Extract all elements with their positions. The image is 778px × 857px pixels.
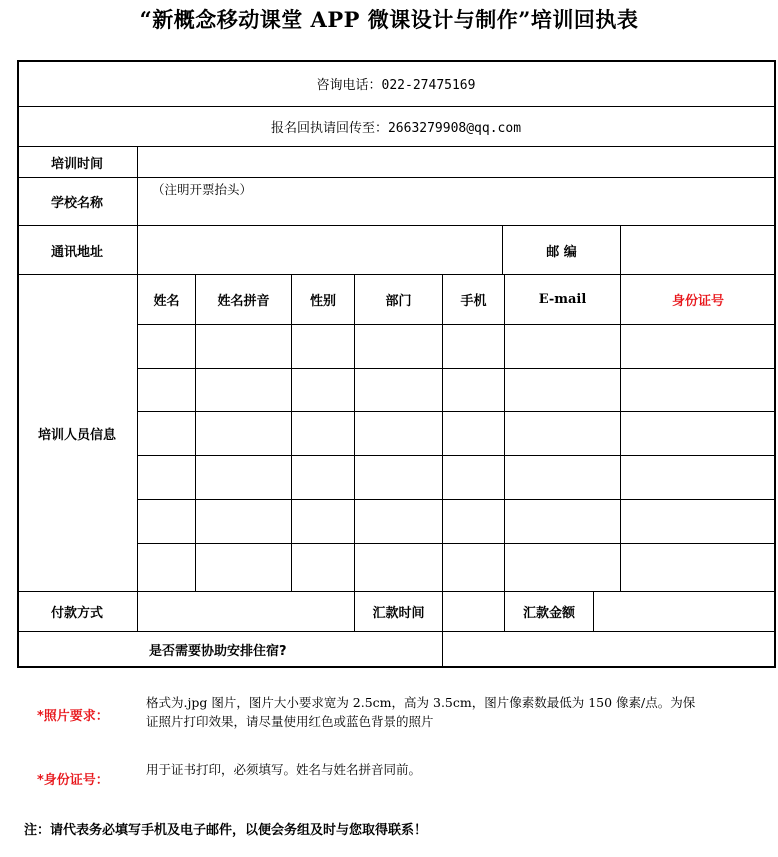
trainee-cell-department[interactable] [355,500,443,544]
lodging-field[interactable] [443,632,776,668]
trainee-cell-mobile[interactable] [443,325,505,369]
photo-requirement-text [146,693,695,731]
col-header-email: E-mail [505,275,621,325]
lodging-label: 是否需要协助安排住宿? [17,632,443,668]
col-header-mobile: 手机 [443,275,505,325]
registration-form [17,60,776,668]
trainee-cell-name[interactable] [138,544,196,592]
trainee-cell-id-number[interactable] [621,325,776,369]
trainee-cell-gender[interactable] [292,369,355,412]
postcode-field[interactable] [621,226,776,275]
postcode-label: 邮 编 [503,226,621,275]
trainee-cell-name[interactable] [138,369,196,412]
trainee-cell-email[interactable] [505,544,621,592]
trainee-cell-mobile[interactable] [443,544,505,592]
trainee-cell-id-number[interactable] [621,500,776,544]
school-hint: （注明开票抬头） [152,182,253,197]
page-title: “新概念移动课堂 APP 微课设计与制作”培训回执表 [139,7,639,32]
col-header-pinyin: 姓名拼音 [196,275,292,325]
trainee-cell-gender[interactable] [292,325,355,369]
trainee-cell-email[interactable] [505,456,621,500]
trainee-cell-department[interactable] [355,544,443,592]
col-header-department: 部门 [355,275,443,325]
trainee-cell-name[interactable] [138,500,196,544]
trainee-cell-name[interactable] [138,456,196,500]
trainee-cell-pinyin[interactable] [196,369,292,412]
address-field[interactable] [138,226,503,275]
trainee-cell-id-number[interactable] [621,456,776,500]
remit-time-label: 汇款时间 [355,592,443,632]
trainee-cell-pinyin[interactable] [196,325,292,369]
payment-method-label: 付款方式 [17,592,138,632]
trainee-cell-name[interactable] [138,412,196,456]
trainee-cell-email[interactable] [505,325,621,369]
training-time-label: 培训时间 [17,147,138,178]
reply-email: 报名回执请回传至：2663279908@qq.com [17,107,776,147]
photo-requirement-line-1: 格式为.jpg 图片，图片大小要求宽为 2.5cm，高为 3.5cm，图片像素数最低为 150 像素/点。为保 [146,695,696,710]
trainee-cell-department[interactable] [355,369,443,412]
col-header-name: 姓名 [138,275,196,325]
trainee-cell-id-number[interactable] [621,412,776,456]
trainee-cell-gender[interactable] [292,544,355,592]
school-name-field[interactable] [138,178,776,226]
trainee-cell-department[interactable] [355,325,443,369]
footer-note: 注：请代表务必填写手机及电子邮件，以便会务组及时与您取得联系！ [24,823,428,838]
training-time-field[interactable] [138,147,776,178]
trainee-cell-gender[interactable] [292,500,355,544]
trainee-cell-email[interactable] [505,500,621,544]
trainee-cell-name[interactable] [138,325,196,369]
payment-method-field[interactable] [138,592,355,632]
trainee-cell-mobile[interactable] [443,456,505,500]
school-name-label: 学校名称 [17,178,138,226]
trainee-cell-gender[interactable] [292,456,355,500]
remit-amount-label: 汇款金额 [505,592,594,632]
trainee-cell-mobile[interactable] [443,412,505,456]
trainee-cell-email[interactable] [505,369,621,412]
trainee-cell-department[interactable] [355,456,443,500]
remit-amount-field[interactable] [594,592,776,632]
trainee-info-label: 培训人员信息 [17,275,138,592]
trainee-cell-id-number[interactable] [621,369,776,412]
consult-phone: 咨询电话：022-27475169 [17,60,776,107]
trainee-cell-email[interactable] [505,412,621,456]
address-label: 通讯地址 [17,226,138,275]
trainee-cell-mobile[interactable] [443,369,505,412]
photo-requirement-line-2: 证照片打印效果，请尽量使用红色或蓝色背景的照片 [146,714,434,729]
id-number-label: *身份证号： [37,773,109,788]
col-header-gender: 性别 [292,275,355,325]
remit-time-field[interactable] [443,592,505,632]
id-number-text: 用于证书打印，必须填写。姓名与姓名拼音同前。 [146,762,422,777]
trainee-cell-pinyin[interactable] [196,412,292,456]
trainee-cell-pinyin[interactable] [196,456,292,500]
trainee-cell-department[interactable] [355,412,443,456]
photo-requirement-label: *照片要求： [37,709,109,724]
col-header-id-number: 身份证号 [621,275,776,325]
trainee-cell-id-number[interactable] [621,544,776,592]
trainee-cell-mobile[interactable] [443,500,505,544]
trainee-cell-pinyin[interactable] [196,500,292,544]
trainee-cell-pinyin[interactable] [196,544,292,592]
trainee-cell-gender[interactable] [292,412,355,456]
